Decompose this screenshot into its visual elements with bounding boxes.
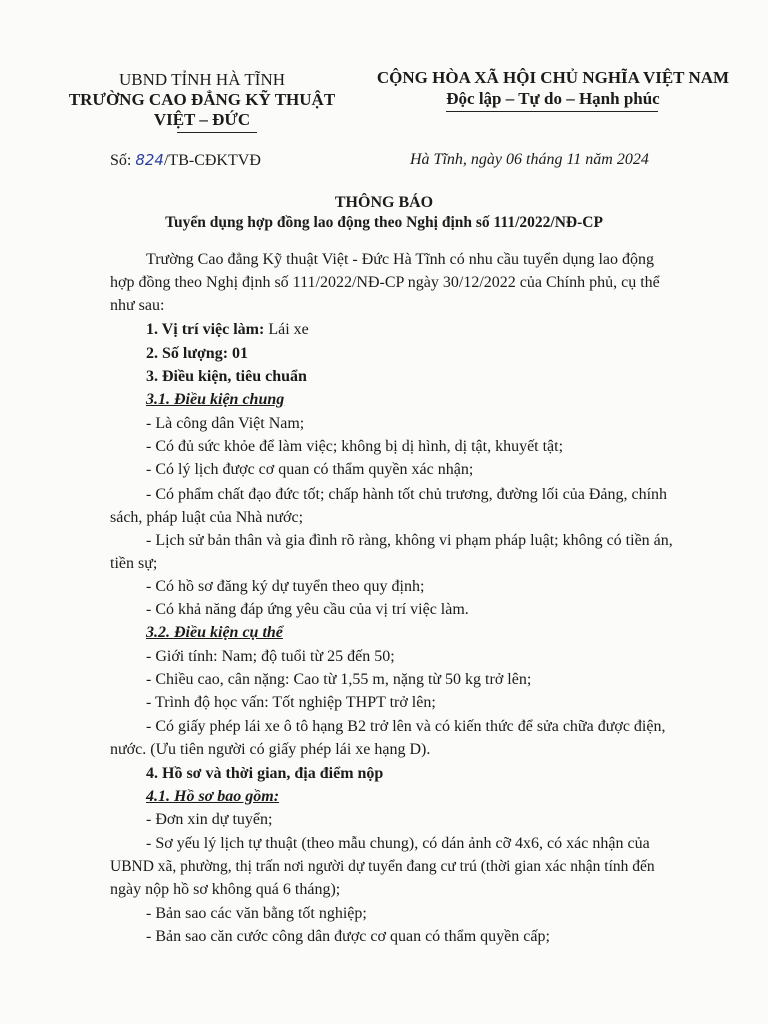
agency-line-2: TRƯỜNG CAO ĐẲNG KỸ THUẬT bbox=[68, 90, 336, 109]
section-1-value: Lái xe bbox=[264, 321, 309, 338]
notice-subtitle: Tuyển dụng hợp đồng lao động theo Nghị định số 111/2022/NĐ-CP bbox=[165, 214, 603, 231]
section-4: 4. Hồ sơ và thời gian, địa điểm nộp bbox=[146, 765, 384, 782]
section-1-label: 1. Vị trí việc làm: bbox=[146, 321, 265, 338]
intro-line-1: Trường Cao đẳng Kỹ thuật Việt - Đức Hà Tĩnh có nhu cầu tuyển dụng lao động bbox=[146, 251, 655, 268]
agency-line-1: UBND TỈNH HÀ TĨNH bbox=[118, 70, 286, 89]
list-item: - Bản sao căn cước công dân được cơ quan có thẩm quyền cấp; bbox=[146, 928, 550, 945]
agency-line-3: VIỆT – ĐỨC bbox=[153, 110, 251, 129]
list-item: - Trình độ học vấn: Tốt nghiệp THPT trở lên; bbox=[146, 694, 436, 711]
list-item: - Có giấy phép lái xe ô tô hạng B2 trở lên và có kiến thức để sửa chữa được điện, bbox=[146, 718, 666, 735]
section-4-1: 4.1. Hồ sơ bao gồm: bbox=[146, 788, 280, 805]
list-item: - Chiều cao, cân nặng: Cao từ 1,55 m, nặng từ 50 kg trở lên; bbox=[146, 671, 532, 688]
notice-title: THÔNG BÁO bbox=[334, 194, 434, 211]
list-item: - Lịch sử bản thân và gia đình rõ ràng, không vi phạm pháp luật; không có tiền án, bbox=[146, 532, 673, 549]
section-1 bbox=[146, 320, 309, 340]
list-item: - Có phẩm chất đạo đức tốt; chấp hành tốt chủ trương, đường lối của Đảng, chính bbox=[146, 486, 668, 503]
list-item: - Có khả năng đáp ứng yêu cầu của vị trí việc làm. bbox=[146, 601, 469, 618]
list-item-cont: UBND xã, phường, thị trấn nơi người dự tuyển đang cư trú (thời gian xác nhận tính đến bbox=[110, 858, 655, 875]
intro-line-3: như sau: bbox=[110, 297, 165, 314]
list-item: - Có lý lịch được cơ quan có thẩm quyền xác nhận; bbox=[146, 461, 474, 478]
doc-number-handwritten: 824 bbox=[135, 151, 164, 169]
list-item: - Giới tính: Nam; độ tuổi từ 25 đến 50; bbox=[146, 648, 395, 665]
list-item: - Là công dân Việt Nam; bbox=[146, 415, 305, 432]
list-item: - Sơ yếu lý lịch tự thuật (theo mẫu chung), có dán ảnh cỡ 4x6, có xác nhận của bbox=[146, 835, 650, 852]
doc-number-suffix: /TB-CĐKTVĐ bbox=[163, 152, 261, 169]
national-title: CỘNG HÒA XÃ HỘI CHỦ NGHĨA VIỆT NAM bbox=[376, 68, 730, 87]
list-item-cont: nước. (Ưu tiên người có giấy phép lái xe hạng D). bbox=[110, 741, 431, 758]
motto-underline bbox=[446, 111, 658, 112]
section-3: 3. Điều kiện, tiêu chuẩn bbox=[146, 368, 307, 385]
intro-line-2: hợp đồng theo Nghị định số 111/2022/NĐ-CP ngày 30/12/2022 của Chính phủ, cụ thể bbox=[110, 274, 660, 291]
list-item-cont: ngày nộp hồ sơ không quá 6 tháng); bbox=[110, 881, 341, 898]
list-item-cont: sách, pháp luật của Nhà nước; bbox=[110, 509, 304, 526]
section-2: 2. Số lượng: 01 bbox=[146, 345, 249, 362]
date-place: Hà Tĩnh, ngày 06 tháng 11 năm 2024 bbox=[410, 151, 649, 168]
document-number bbox=[110, 150, 261, 171]
list-item: - Bản sao các văn bằng tốt nghiệp; bbox=[146, 905, 367, 922]
list-item: - Đơn xin dự tuyển; bbox=[146, 811, 273, 828]
list-item: - Có hồ sơ đăng ký dự tuyển theo quy định; bbox=[146, 578, 425, 595]
section-3-2: 3.2. Điều kiện cụ thể bbox=[146, 624, 283, 641]
national-motto: Độc lập – Tự do – Hạnh phúc bbox=[446, 89, 660, 108]
agency-underline bbox=[177, 132, 257, 133]
section-3-1: 3.1. Điều kiện chung bbox=[146, 391, 285, 408]
list-item: - Có đủ sức khỏe để làm việc; không bị dị hình, dị tật, khuyết tật; bbox=[146, 438, 564, 455]
list-item-cont: tiền sự; bbox=[110, 555, 158, 572]
doc-number-prefix: Số: bbox=[110, 152, 132, 169]
